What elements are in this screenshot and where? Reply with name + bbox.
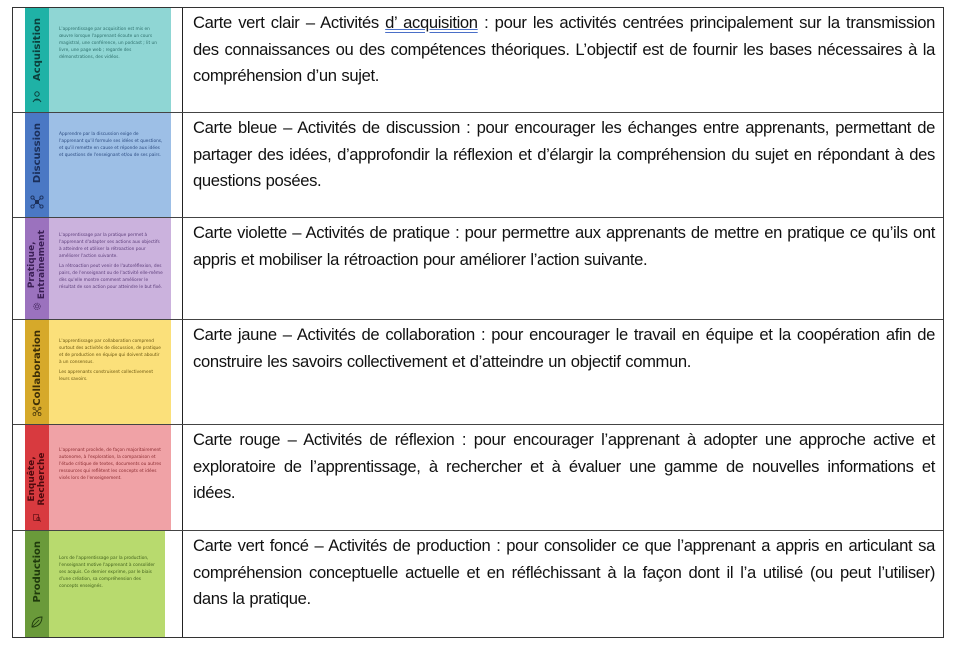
card-discussion bbox=[25, 113, 171, 217]
leaf-icon bbox=[30, 615, 44, 629]
row-text-underlined: d’ acquisition bbox=[385, 13, 478, 32]
card-label: Production bbox=[31, 541, 43, 603]
card-stripe bbox=[25, 113, 49, 217]
card-cell bbox=[13, 320, 183, 424]
card-label: Pratique, Entraînement bbox=[27, 230, 47, 300]
card-label: Enquête, Recherche bbox=[27, 452, 47, 506]
table-row bbox=[13, 113, 943, 218]
person-reading-icon bbox=[30, 90, 44, 104]
card-label: Discussion bbox=[31, 123, 43, 184]
row-description bbox=[183, 218, 943, 319]
brain-gear-icon bbox=[30, 302, 44, 311]
row-text-after: : pour les activités centrées principalement sur la transmission des connaissances ou des compétences théoriques. L’objectif est de fournir les bases nécessaires à la compréhension d’un sujet. bbox=[193, 13, 935, 85]
table-row bbox=[13, 531, 943, 637]
network-nodes-icon bbox=[30, 195, 44, 209]
row-text-before: Carte bleue – Activités de discussion : pour encourager les échanges entre apprenants, permettant de partager des idées, d’approfondir la réflexion et d’élargir la compréhension du sujet en répondant à des questions posées. bbox=[193, 118, 935, 190]
document-search-icon bbox=[30, 513, 44, 522]
card-stripe bbox=[25, 320, 49, 424]
card-acquisition bbox=[25, 8, 171, 112]
row-text-before: Carte violette – Activités de pratique : pour permettre aux apprenants de mettre en pratique ce qu’ils ont appris et mobiliser la rétroaction pour améliorer l’action suivante. bbox=[193, 223, 935, 269]
card-description: L'apprentissage par acquisition est mis en œuvre lorsque l'apprenant écoute un cours magistral, une conférence, un podcast ; lit un livre, une page web ; regarde des démonstrations, des vidéos. bbox=[49, 8, 171, 112]
card-cell bbox=[13, 218, 183, 319]
card-stripe bbox=[25, 425, 49, 530]
people-linked-icon bbox=[30, 406, 44, 416]
table-row bbox=[13, 8, 943, 113]
card-collaboration bbox=[25, 320, 171, 424]
card-description: L'apprentissage par collaboration comprend surtout des activités de discussion, de pratique et de production en équipe qui doivent aboutir à un consensus. Les apprenants construisent collectivement leurs savoirs. bbox=[49, 320, 171, 424]
row-text-before: Carte jaune – Activités de collaboration : pour encourager le travail en équipe et la coopération afin de construire les savoirs collectivement et d’atteindre un objectif commun. bbox=[193, 325, 935, 371]
row-description bbox=[183, 8, 943, 112]
card-label: Collaboration bbox=[31, 330, 43, 406]
card-cell bbox=[13, 425, 183, 530]
card-cell bbox=[13, 113, 183, 217]
card-cell bbox=[13, 8, 183, 112]
card-description: L'apprentissage par la pratique permet à l'apprenant d'adapter ses actions aux objectifs à atteindre et utiliser la rétroaction pour améliorer l'action suivante. La rétroaction peut venir de l'autoréflexion, des pairs, de l'enseignant ou de l'activité elle-même dès qu'elle montre comment améliorer le résultat de son action pour atteindre le but fixé. bbox=[49, 218, 171, 319]
card-description: Apprendre par la discussion exige de l'apprenant qu'il formule ses idées et questions, et qu'il remette en cause et réponde aux idées et questions de l'enseignant et/ou de ses pairs. bbox=[49, 113, 171, 217]
card-pratique bbox=[25, 218, 171, 319]
card-stripe bbox=[25, 531, 49, 637]
card-enquete bbox=[25, 425, 171, 530]
row-text-before: Carte vert clair – Activités bbox=[193, 13, 386, 32]
card-production bbox=[25, 531, 165, 637]
card-description: Lors de l'apprentissage par la production, l'enseignant motive l'apprenant à consolider ses acquis. Ce dernier exprime, par le biais d'une création, sa compréhension des concepts enseignés. bbox=[49, 531, 165, 637]
row-text-before: Carte rouge – Activités de réflexion : pour encourager l’apprenant à adopter une approche active et exploratoire de l’apprentissage, à rechercher et à évaluer une gamme de nouvelles informations et idées. bbox=[193, 430, 935, 502]
table-row bbox=[13, 425, 943, 531]
card-stripe bbox=[25, 218, 49, 319]
card-label: Acquisition bbox=[31, 18, 43, 81]
card-description: L'apprenant procède, de façon majoritairement autonome, à l'exploration, la comparaison et l'étude critique de textes, documents ou autres ressources qui reflètent les concepts et idées visés lors de l'enseignement. bbox=[49, 425, 171, 530]
row-description bbox=[183, 320, 943, 424]
activity-cards-table bbox=[12, 7, 944, 638]
card-stripe bbox=[25, 8, 49, 112]
row-text-before: Carte vert foncé – Activités de production : pour consolider ce que l’apprenant a appris en articulant sa compréhension conceptuelle actuelle et en réfléchissant à la façon dont il l’a utilisé (ou peut l’utiliser) dans la pratique. bbox=[193, 536, 935, 608]
row-description bbox=[183, 531, 943, 637]
row-description bbox=[183, 425, 943, 530]
table-row bbox=[13, 320, 943, 425]
table-row bbox=[13, 218, 943, 320]
card-cell bbox=[13, 531, 183, 637]
row-description bbox=[183, 113, 943, 217]
